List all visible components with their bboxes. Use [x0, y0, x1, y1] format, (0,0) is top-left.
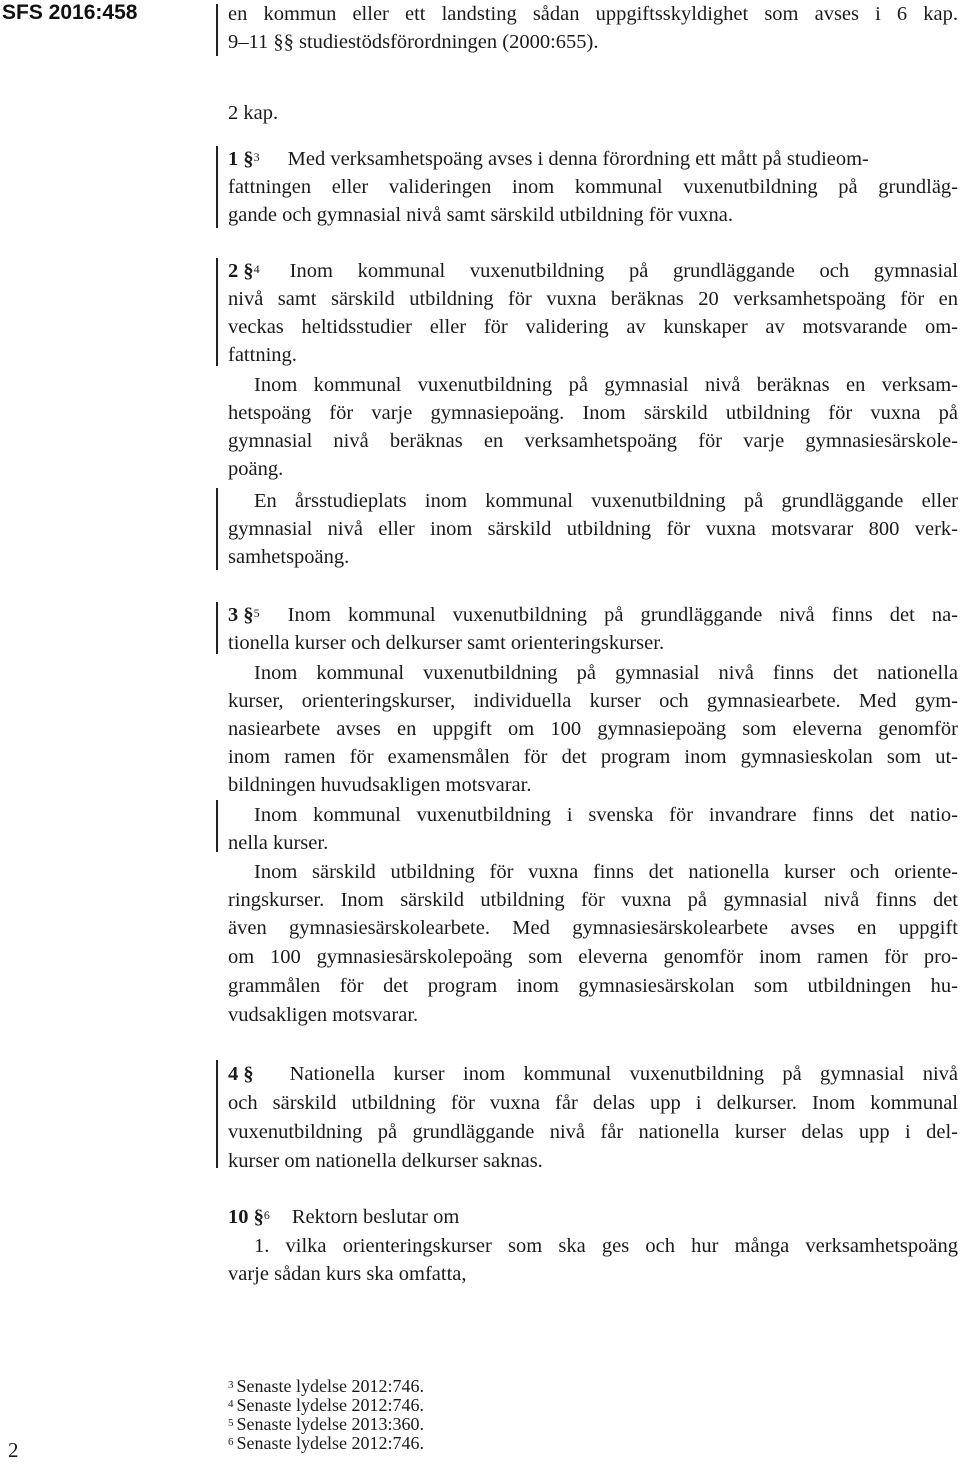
- section-1-first-line: [228, 145, 958, 173]
- section-line: 1. vilka orienteringskurser som ska ges och hur många verksamhetspoäng: [254, 1235, 958, 1257]
- section-line: Inom kommunal vuxenutbildning på gymnasial nivå beräknas en verksam-: [254, 374, 958, 396]
- section-number: 4 §: [228, 1063, 254, 1085]
- section-line: samhetspoäng.: [228, 546, 350, 568]
- change-bar: [216, 488, 218, 570]
- footnote-text: Senaste lydelse 2012:746.: [236, 1395, 424, 1415]
- section-line: vuxenutbildning på grundläggande nivå får nationella kurser delas upp i del-: [228, 1121, 958, 1143]
- section-line: kurser om nationella delkurser saknas.: [228, 1150, 543, 1172]
- section-2-first-line: [228, 257, 958, 285]
- footnote-mark: 5: [228, 1417, 234, 1429]
- change-bar: [216, 146, 218, 228]
- section-line: veckas heltidsstudier eller för validering av kunskaper av motsvarande om-: [228, 316, 958, 338]
- footnote-text: Senaste lydelse 2013:360.: [236, 1414, 424, 1434]
- chapter-heading: 2 kap.: [228, 102, 279, 124]
- footnote-ref: 3: [253, 150, 260, 164]
- section-line: fattning.: [228, 344, 297, 366]
- section-text: Med verksamhetspoäng avses i denna förordning ett mått på studieom-: [287, 148, 869, 170]
- footnote-ref: 6: [263, 1208, 270, 1222]
- section-line: Inom kommunal vuxenutbildning i svenska för invandrare finns det natio-: [254, 804, 958, 826]
- footnote-text: Senaste lydelse 2012:746.: [236, 1376, 424, 1396]
- footnote: [228, 1377, 424, 1396]
- section-text: Rektorn beslutar om: [291, 1206, 460, 1228]
- change-bar: [216, 4, 218, 56]
- footnote: [228, 1396, 424, 1415]
- section-line: vudsakligen motsvarar.: [228, 1004, 419, 1026]
- section-line: om 100 gymnasiesärskolepoäng som eleverna genomför inom ramen för pro-: [228, 946, 958, 968]
- change-bar: [216, 800, 218, 852]
- intro-line: 9–11 §§ studiestödsförordningen (2000:655).: [228, 31, 599, 53]
- footnote-mark: 3: [228, 1379, 234, 1391]
- section-line: nasiearbete avses en uppgift om 100 gymnasiepoäng som eleverna genomför: [228, 718, 958, 740]
- section-text: Inom kommunal vuxenutbildning på grundläggande nivå finns det na-: [287, 604, 958, 626]
- section-line: grammålen för det program inom gymnasiesärskolan som utbildningen hu-: [228, 975, 958, 997]
- sfs-number: SFS 2016:458: [2, 1, 138, 24]
- section-number: 10 §: [228, 1206, 264, 1228]
- section-number: 2 §: [228, 260, 254, 282]
- section-line: Inom kommunal vuxenutbildning på gymnasial nivå finns det nationella: [254, 662, 958, 684]
- section-number: 3 §: [228, 604, 254, 626]
- section-line: Inom särskild utbildning för vuxna finns det nationella kurser och oriente-: [254, 861, 958, 883]
- section-line: hetspoäng för varje gymnasiepoäng. Inom särskild utbildning för vuxna på: [228, 402, 958, 424]
- section-line: gymnasial nivå eller inom särskild utbildning för vuxna motsvarar 800 verk-: [228, 518, 958, 540]
- section-line: bildningen huvudsakligen motsvarar.: [228, 774, 532, 796]
- section-4-first-line: [228, 1060, 958, 1088]
- section-line: En årsstudieplats inom kommunal vuxenutbildning på grundläggande eller: [254, 490, 958, 512]
- footnote-mark: 4: [228, 1398, 234, 1410]
- footnote-text: Senaste lydelse 2012:746.: [236, 1433, 424, 1453]
- section-line: och särskild utbildning för vuxna får delas upp i delkurser. Inom kommunal: [228, 1092, 958, 1114]
- intro-line: en kommun eller ett landsting sådan uppgiftsskyldighet som avses i 6 kap.: [228, 3, 958, 25]
- section-text: Inom kommunal vuxenutbildning på grundläggande och gymnasial: [289, 260, 958, 282]
- section-line: nella kurser.: [228, 832, 329, 854]
- section-line: varje sådan kurs ska omfatta,: [228, 1263, 467, 1285]
- footnote-mark: 6: [228, 1436, 234, 1448]
- section-text: Nationella kurser inom kommunal vuxenutbildning på gymnasial nivå: [289, 1063, 958, 1085]
- section-line: kurser, orienteringskurser, individuella kurser och gymnasiearbete. Med gym-: [228, 690, 958, 712]
- section-line: ringskurser. Inom särskild utbildning för vuxna på gymnasial nivå finns det: [228, 889, 958, 911]
- section-line: nivå samt särskild utbildning för vuxna beräknas 20 verksamhetspoäng för en: [228, 288, 958, 310]
- section-number: 1 §: [228, 148, 254, 170]
- footnote-ref: 5: [253, 606, 260, 620]
- section-line: fattningen eller valideringen inom kommunal vuxenutbildning på grundläg-: [228, 176, 958, 198]
- section-line: poäng.: [228, 458, 284, 480]
- footnote: [228, 1415, 424, 1434]
- footnote: [228, 1434, 424, 1453]
- page-number: 2: [8, 1438, 19, 1462]
- section-line: inom ramen för examensmålen för det program inom gymnasieskolan som ut-: [228, 746, 958, 768]
- change-bar: [216, 1060, 218, 1168]
- section-line: gande och gymnasial nivå samt särskild utbildning för vuxna.: [228, 204, 734, 226]
- section-3-first-line: [228, 601, 958, 629]
- change-bar: [216, 258, 218, 366]
- section-line: tionella kurser och delkurser samt orienteringskurser.: [228, 632, 665, 654]
- section-10-first-line: [228, 1203, 958, 1231]
- section-line: även gymnasiesärskolearbete. Med gymnasiesärskolearbete avses en uppgift: [228, 917, 958, 939]
- section-line: gymnasial nivå beräknas en verksamhetspoäng för varje gymnasiesärskole-: [228, 430, 958, 452]
- footnote-ref: 4: [253, 262, 260, 276]
- change-bar: [216, 602, 218, 654]
